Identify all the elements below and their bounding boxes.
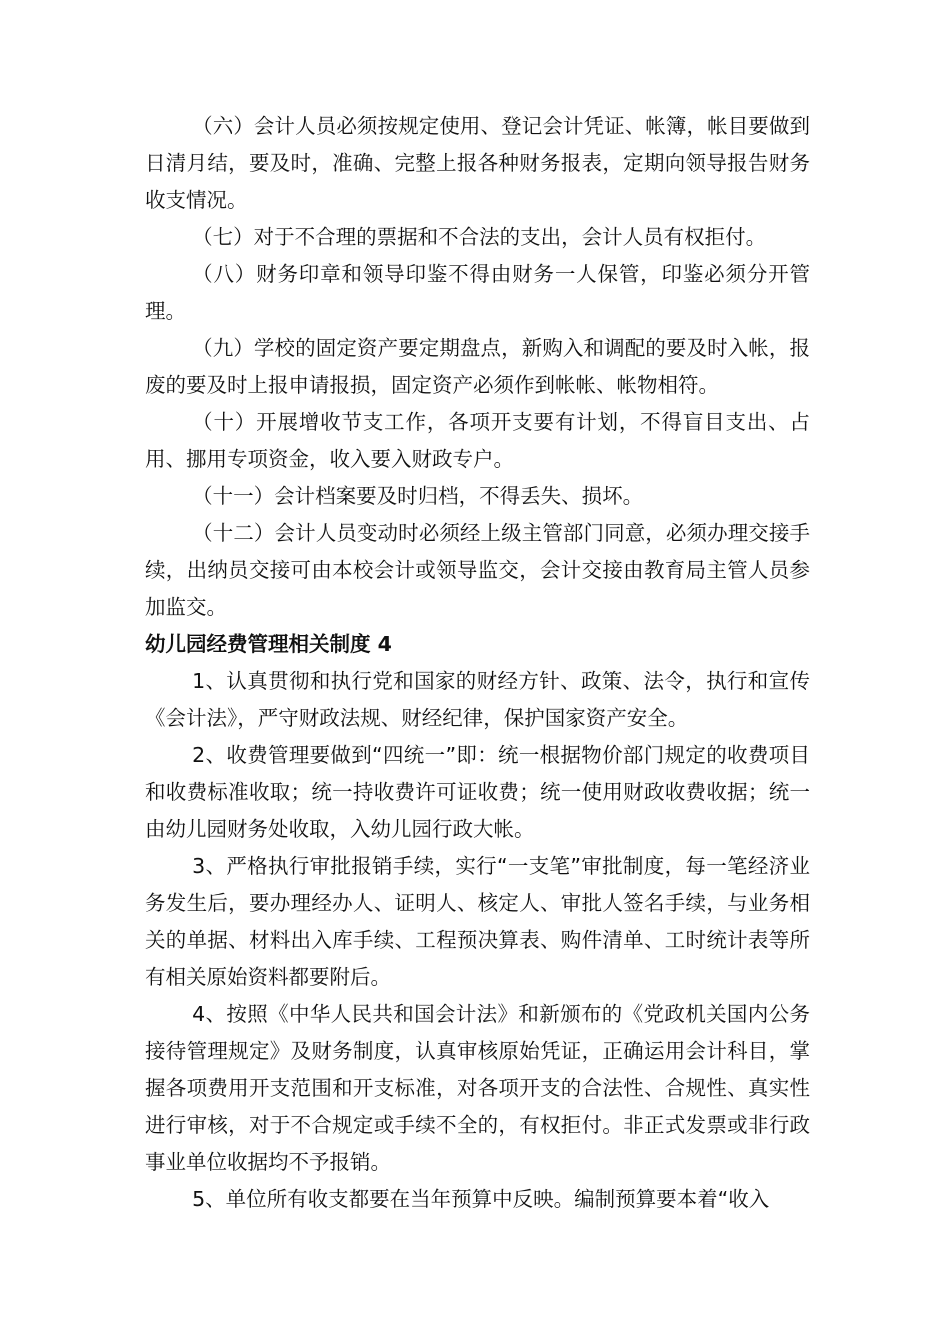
paragraph-rule-1: 1、认真贯彻和执行党和国家的财经方针、政策、法令，执行和宣传《会计法》，严守财政法规、财经纪律，保护国家资产安全。 [145,669,810,730]
paragraph-rule-2: 2、收费管理要做到“四统一”即：统一根据物价部门规定的收费项目和收费标准收取；统一持收费许可证收费；统一使用财政收费收据；统一由幼儿园财务处收取，入幼儿园行政大帐。 [145,743,810,841]
paragraph-rule-3: 3、严格执行审批报销手续，实行“一支笔”审批制度，每一笔经济业务发生后，要办理经办人、证明人、核定人、审批人签名手续，与业务相关的单据、材料出入库手续、工程预决算表、购件清单、工时统计表等所有相关原始资料都要附后。 [145,854,810,989]
paragraph-item-9: （九）学校的固定资产要定期盘点，新购入和调配的要及时入帐，报废的要及时上报申请报损，固定资产必须作到帐帐、帐物相符。 [145,336,810,397]
paragraph-item-10: （十）开展增收节支工作，各项开支要有计划，不得盲目支出、占用、挪用专项资金，收入要入财政专户。 [145,410,810,471]
paragraph-item-11: （十一）会计档案要及时归档，不得丢失、损坏。 [192,484,644,508]
document-body [145,108,810,1218]
paragraph-item-8: （八）财务印章和领导印鉴不得由财务一人保管，印鉴必须分开管理。 [145,262,810,323]
paragraph-item-7: （七）对于不合理的票据和不合法的支出，会计人员有权拒付。 [192,225,767,249]
paragraph-rule-4: 4、按照《中华人民共和国会计法》和新颁布的《党政机关国内公务接待管理规定》及财务制度，认真审核原始凭证，正确运用会计科目，掌握各项费用开支范围和开支标准，对各项开支的合法性、合规性、真实性进行审核，对于不合规定或手续不全的，有权拒付。非正式发票或非行政事业单位收据均不予报销。 [145,1002,810,1174]
paragraph-item-12: （十二）会计人员变动时必须经上级主管部门同意，必须办理交接手续，出纳员交接可由本校会计或领导监交，会计交接由教育局主管人员参加监交。 [145,521,810,619]
paragraph-rule-5: 5、单位所有收支都要在当年预算中反映。编制预算要本着“收入 [192,1187,770,1211]
section-heading: 幼儿园经费管理相关制度 4 [145,632,392,656]
paragraph-item-6: （六）会计人员必须按规定使用、登记会计凭证、帐簿，帐目要做到日清月结，要及时，准确、完整上报各种财务报表，定期向领导报告财务收支情况。 [145,114,810,212]
